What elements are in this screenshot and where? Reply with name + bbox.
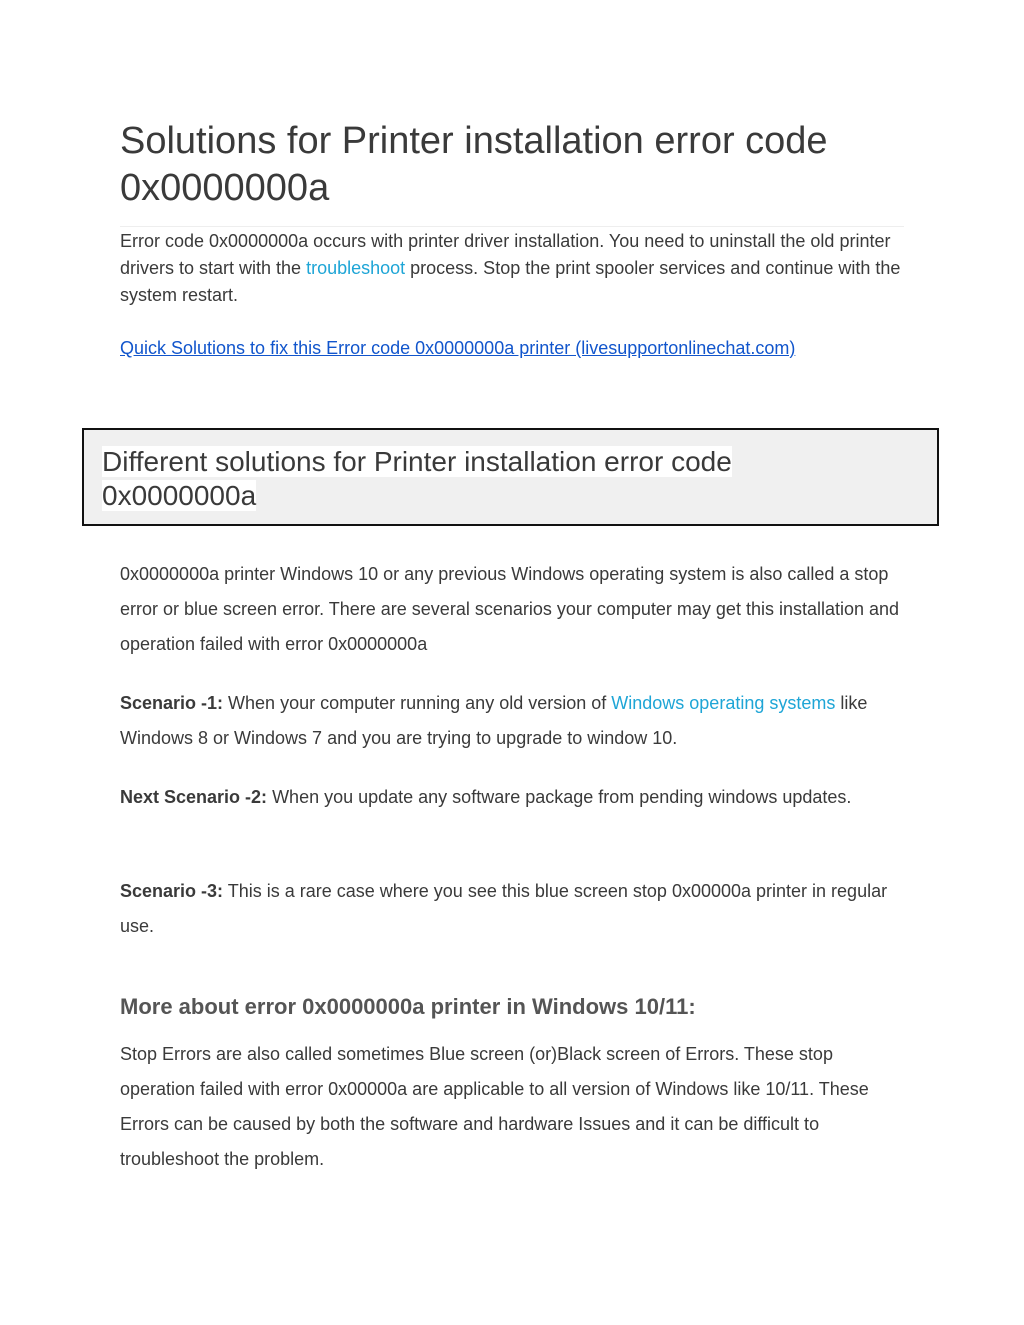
scenario-1-paragraph xyxy=(120,686,910,756)
section-heading-line-1: Different solutions for Printer installation error code xyxy=(102,446,732,477)
page-title xyxy=(120,118,920,212)
scenario-3-paragraph xyxy=(120,874,910,944)
scenario-1-text-after: like Windows 8 or Windows 7 and you are trying to upgrade to window 10. xyxy=(120,693,868,748)
troubleshoot-link[interactable]: troubleshoot xyxy=(306,258,406,278)
intro-text-before: Error code 0x0000000a occurs with printer driver installation. You need to uninstall the old printer drivers to start with the xyxy=(120,231,891,278)
section-heading xyxy=(102,445,902,513)
intro-paragraph xyxy=(120,228,910,309)
windows-operating-systems-link[interactable]: Windows operating systems xyxy=(611,693,836,713)
more-about-paragraph: Stop Errors are also called sometimes Blue screen (or)Black screen of Errors. These stop operation failed with error 0x00000a are applicable to all version of Windows like 10/11. These Errors can be caused by both the software and hardware Issues and it can be difficult to troubleshoot the problem. xyxy=(120,1044,869,1169)
page-title-line-2: 0x0000000a xyxy=(120,167,330,209)
section-heading-line-2: 0x0000000a xyxy=(102,480,257,511)
scenario-2-paragraph xyxy=(120,780,910,815)
scenario-2-label: Next Scenario -2: xyxy=(120,787,268,807)
title-divider xyxy=(120,226,904,227)
section-heading-box xyxy=(82,428,939,526)
scenario-1-label: Scenario -1: xyxy=(120,693,224,713)
overview-paragraph: 0x0000000a printer Windows 10 or any previous Windows operating system is also called a stop error or blue screen error. There are several scenarios your computer may get this installation and operation failed with error 0x0000000a xyxy=(120,564,900,654)
page-title-line-1: Solutions for Printer installation error code xyxy=(120,120,828,162)
scenario-3-text: This is a rare case where you see this blue screen stop 0x00000a printer in regular use. xyxy=(120,881,888,936)
scenario-2-text: When you update any software package from pending windows updates. xyxy=(267,787,852,807)
scenario-1-text-before: When your computer running any old version of xyxy=(223,693,612,713)
scenario-3-label: Scenario -3: xyxy=(120,881,224,901)
intro-text-after: process. Stop the print spooler services and continue with the system restart. xyxy=(120,258,901,305)
quick-solutions-link[interactable]: Quick Solutions to fix this Error code 0x0000000a printer (livesupportonlinechat.com) xyxy=(120,338,796,358)
more-about-heading: More about error 0x0000000a printer in Windows 10/11: xyxy=(120,994,696,1019)
